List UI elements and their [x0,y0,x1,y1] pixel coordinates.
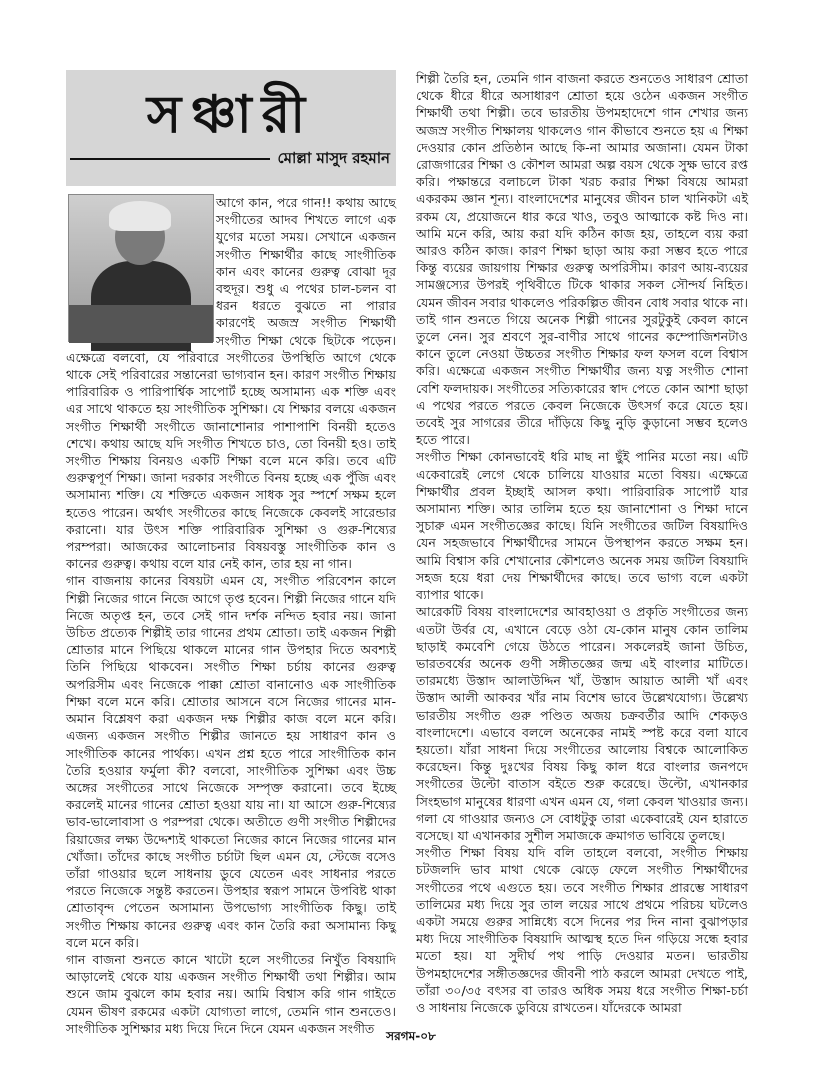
paragraph: গান বাজনায় কানের বিষয়টা এমন যে, সংগীত পরিবেশন কালে শিল্পী নিজের গানে নিজে আগে তৃপ্ত হবেন। শিল্পী নিজের গানে যদি নিজে অতৃপ্ত হন, তবে সেই গান দর্শক নন্দিত হবার নয়। জানা উচিত প্রত্যেক শিল্পীই তার গানের প্রথম শ্রোতা। তাই একজন শিল্পী শ্রোতার মানে পিছিয়ে থাকলে মানের গান উপহার দিতে অবশ্যই তিনি পিছিয়ে থাকবেন। সংগীত শিক্ষা চর্চায় কানের গুরুত্ব অপরিসীম এবং নিজেকে পাক্কা শ্রোতা বানানোও এক সাংগীতিক শিক্ষা বলে মনে করি। শ্রোতার আসনে বসে নিজের গানের মান-অমান বিশ্লেষণ করা একজন দক্ষ শিল্পীর কাজ বলে মনে করি। এজন্য একজন সংগীত শিল্পীর জানতে হয় সাধারণ কান ও সাংগীতিক কানের পার্থক্য। এখন প্রশ্ন হতে পারে সাংগীতিক কান তৈরি হওয়ার ফর্মুলা কী? বলবো, সাংগীতিক সুশিক্ষা এবং উচ্চ অঙ্গের সংগীতের সাথে নিজেকে সম্পৃক্ত করানো। তবে ইচ্ছে করলেই মানের গানের শ্রোতা হওয়া যায় না। যা আসে গুরু-শিষ্যের ভাব-ভালোবাসা ও পরম্পরা থেকে। অতীতে গুণী সংগীত শিল্পীদের রিয়াজের লক্ষ্য উদ্দেশ্যই থাকতো নিজের কানে নিজের গানের মান খোঁজা। তাঁদের কাছে সংগীত চর্চাটা ছিল এমন যে, স্টেজে বসেও তাঁরা গাওয়ার ছলে সাধনায় ডুবে যেতেন এবং সাধনার পরতে পরতে নিজেকে সন্তুষ্ট করতেন। উপহার স্বরূপ সামনে উপবিষ্ট থাকা শ্রোতাবৃন্দ পেতেন অসামান্য উপভোগ্য সাংগীতিক কিছু। তাই সংগীত শিক্ষায় কানের গুরুত্ব এবং কান তৈরি করা অসামান্য কিছু বলে মনে করি। [66,573,396,950]
paragraph: সংগীত শিক্ষা বিষয় যদি বলি তাহলে বলবো, সংগীত শিক্ষায় চটজলদি ভাব মাথা থেকে ঝেড়ে ফেলে সংগীত শিক্ষার্থীদের সংগীতের পথে এগুতে হয়। তবে সংগীত শিক্ষার প্রারম্ভে সাধারণ তালিমের মধ্য দিয়ে সুর তাল লয়ের সাথে প্রথমে পরিচয় ঘটলেও একটা সময়ে গুরুর সান্নিধ্যে বসে দিনের পর দিন নানা বুঝাপড়ার মধ্য দিয়ে সাংগীতিক বিষয়াদি আত্মস্থ হতে দিন গড়িয়ে সন্ধে হবার মতো হয়। যা সুদীর্ঘ পথ পাড়ি দেওয়ার মতন। ভারতীয় উপমহাদেশের সঙ্গীতজ্ঞদের জীবনী পাঠ করলে আমরা দেখতে পাই, তাঁরা ৩০/৩৫ বৎসর বা তারও অধিক সময় ধরে সংগীত শিক্ষা-চর্চা ও সাধনায় নিজেকে ডুবিয়ে রাখতেন। যাঁদেরকে আমরা [416,845,748,1015]
left-body-text [66,194,396,1036]
left-column [66,70,396,1036]
paragraph: আগে কান, পরে গান!! কথায় আছে সংগীতের আদব শিখতে লাগে এক যুগের মতো সময়। সেখানে একজন সংগীত শিক্ষার্থীর কাছে সাংগীতিক কান এবং কানের গুরুত্ব বোঝা দূর বহুদূর। শুধু এ পথের চাল-চলন বা ধরন ধরতে বুঝতে না পারার কারণেই অজস্র সংগীত শিক্ষার্থী সংগীত শিক্ষা থেকে ছিটকে পড়েন। এক্ষেত্রে বলবো, যে পরিবারে সংগীতের উপস্থিতি আগে থেকে থাকে সেই পরিবারের সন্তানেরা ভাগ্যবান হন। কারণ সংগীত শিক্ষায় পারিবারিক ও পারিপার্শ্বিক সাপোর্ট হচ্ছে অসামান্য এক শক্তি এবং এর সাথে থাকতে হয় সাংগীতিক সুশিক্ষা। যে শিক্ষার বলয়ে একজন সংগীত শিক্ষার্থী সংগীতে জানাশোনার পাশাপাশি বিনয়ী হতেও শেখে। কথায় আছে যদি সংগীত শিখতে চাও, তো বিনয়ী হও। তাই সংগীত শিক্ষায় বিনয়ও একটি শিক্ষা বলে মনে করি। তবে এটি গুরুত্বপূর্ণ শিক্ষা। জানা দরকার সংগীতে বিনয় হচ্ছে এক পুঁজি এবং অসামান্য শক্তি। যে শক্তিতে একজন সাধক সুর স্পর্শে সক্ষম হলে হতেও পারেন। অর্থাৎ সংগীতের কাছে নিজেকে কেবলই সারেন্ডার করানো। যার উৎস শক্তি পারিবারিক সুশিক্ষা ও গুরু-শিষ্যের পরম্পরা। আজকের আলোচনার বিষয়বস্তু সাংগীতিক কান ও কানের গুরুত্ব। কথায় বলে যার নেই কান, তার হয় না গান। [66,195,396,572]
right-column [416,70,748,1015]
page-number: সরগম-০৮ [386,1029,436,1043]
paragraph: গান বাজনা শুনতে কানে খাটো হলে সংগীতের নিখুঁত বিষয়াদি আড়ালেই থেকে যায় একজন সংগীত শিক্ষার্থী তথা শিল্পীর। আম শুনে জাম বুঝলে কাম হবার নয়। আমি বিশ্বাস করি গান গাইতে যেমন ভীষণ রকমের একটা যোগ্যতা লাগে, তেমনি গান শুনতেও। সাংগীতিক সুশিক্ষার মধ্য দিয়ে দিনে দিনে যেমন একজন সংগীত [66,951,396,1036]
byline-rule [70,158,270,160]
paragraph: আরেকটি বিষয় বাংলাদেশের আবহাওয়া ও প্রকৃতি সংগীতের জন্য এতটা উর্বর যে, এখানে বেড়ে ওঠা যে-কোন মানুষ কোন তালিম ছাড়াই কমবেশি গেয়ে উঠতে পারেন। সকলেরই জানা উচিত, ভারতবর্ষের অনেক গুণী সঙ্গীতজ্ঞের জন্ম এই বাংলার মাটিতে। তারমধ্যে উস্তাদ আলাউদ্দিন খাঁ, উস্তাদ আয়াত আলী খাঁ এবং উস্তাদ আলী আকবর খাঁর নাম বিশেষ ভাবে উল্লেখযোগ্য। উল্লেখ্য ভারতীয় সংগীত গুরু পণ্ডিত অজয় চক্রবর্তীর আদি শেকড়ও বাংলাদেশে। এভাবে বললে অনেকের নামই স্পষ্ট করে বলা যাবে হয়তো। যাঁরা সাধনা দিয়ে সংগীতের আলোয় বিশ্বকে আলোকিত করেছেন। কিন্তু দুঃখের বিষয় কিছু কাল ধরে বাংলার জনপদে সংগীতের উল্টো বাতাস বইতে শুরু করেছে। উল্টো, এখানকার সিংহভাগ মানুষের ধারণা এখন এমন যে, গলা কেবল খাওয়ার জন্য। গলা যে গাওয়ার জন্যও সে বোধটুকু তারা একেবারেই যেন হারাতে বসেছে। যা এখানকার সুশীল সমাজকে ক্রমাগত ভাবিয়ে তুলছে। [416,604,748,843]
title-box [66,70,396,186]
paragraph: শিল্পী তৈরি হন, তেমনি গান বাজনা করতে শুনতেও সাধারণ শ্রোতা থেকে ধীরে ধীরে অসাধারণ শ্রোতা হয়ে ওঠেন একজন সংগীত শিক্ষার্থী তথা শিল্পী। তবে ভারতীয় উপমহাদেশে গান শেখার জন্য অজস্র সংগীত শিক্ষালয় থাকলেও গান কীভাবে শুনতে হয় এ শিক্ষা দেওয়ার কোন প্রতিষ্ঠান আছে কি-না আমার অজানা। যেমন টাকা রোজগারের শিক্ষা ও কৌশল আমরা অল্প বয়স থেকে সুক্ষ ভাবে রপ্ত করি। পক্ষান্তরে বলাচলে টাকা খরচ করার শিক্ষা বিষয়ে আমরা একরকম জ্ঞান শূন্য। বাংলাদেশের মানুষের জীবন চাল খানিকটা এই রকম যে, প্রয়োজনে ধার করে খাও, তবুও আত্মাকে কষ্ট দিও না। আমি মনে করি, আয় করা যদি কঠিন কাজ হয়, তাহলে ব্যয় করা আরও কঠিন কাজ। কারণ শিক্ষা ছাড়া আয় করা সম্ভব হতে পারে কিন্তু ব্যয়ের জায়গায় শিক্ষার গুরুত্ব অপরিসীম। কারণ আয়-ব্যয়ের সামঞ্জস্যের উপরই পৃথিবীতে টিকে থাকার সকল সৌন্দর্য নিহিত। যেমন জীবন সবার থাকলেও পরিকল্পিত জীবন বোধ সবার থাকে না। তাই গান শুনতে গিয়ে অনেক শিল্পী গানের সুরটুকুই কেবল কানে তুলে নেন। সুর শ্রবণে সুর-বাণীর সাথে গানের কম্পোজিশনটাও কানে তুলে নেওয়া উচ্চতর সংগীত শিক্ষার ফল ফসল বলে বিশ্বাস করি। এক্ষেত্রে একজন সংগীত শিক্ষার্থীর জন্য যত্ন সংগীত শোনা বেশি ফলদায়ক। সংগীতের সত্যিকারের স্বাদ পেতে কোন আশা ছাড়া এ পথের পরতে পরতে কেবল নিজেকে উৎসর্গ করে যেতে হয়। তবেই সুর সাগরের তীরে দাঁড়িয়ে কিছু নুড়ি কুড়ানো সম্ভব হলেও হতে পারে। [416,71,748,448]
author-name: মোল্লা মাসুদ রহমান [277,148,390,167]
byline [70,148,390,170]
paragraph: সংগীত শিক্ষা কোনভাবেই ধরি মাছ না ছুঁই পানির মতো নয়। এটি একেবারেই লেগে থেকে চালিয়ে যাওয়ার মতো বিষয়। এক্ষেত্রে শিক্ষার্থীর প্রবল ইচ্ছাই আসল কথা। পারিবারিক সাপোর্ট যার অসামান্য শক্তি। আর তালিম হতে হয় জানাশোনা ও শিক্ষা দানে সুচারু এমন সংগীতজ্ঞের কাছে। যিনি সংগীতের জটিল বিষয়াদিও যেন সহজভাবে শিক্ষার্থীদের সামনে উপস্থাপন করতে সক্ষম হন। আমি বিশ্বাস করি শেখানোর কৌশলেও অনেক সময় জটিল বিষয়াদি সহজ হয়ে ধরা দেয় শিক্ষার্থীদের কাছে। তবে ভাগ্য বলে একটা ব্যাপার থাকে। [416,449,748,603]
article-title: সঞ্চারী [146,84,316,145]
